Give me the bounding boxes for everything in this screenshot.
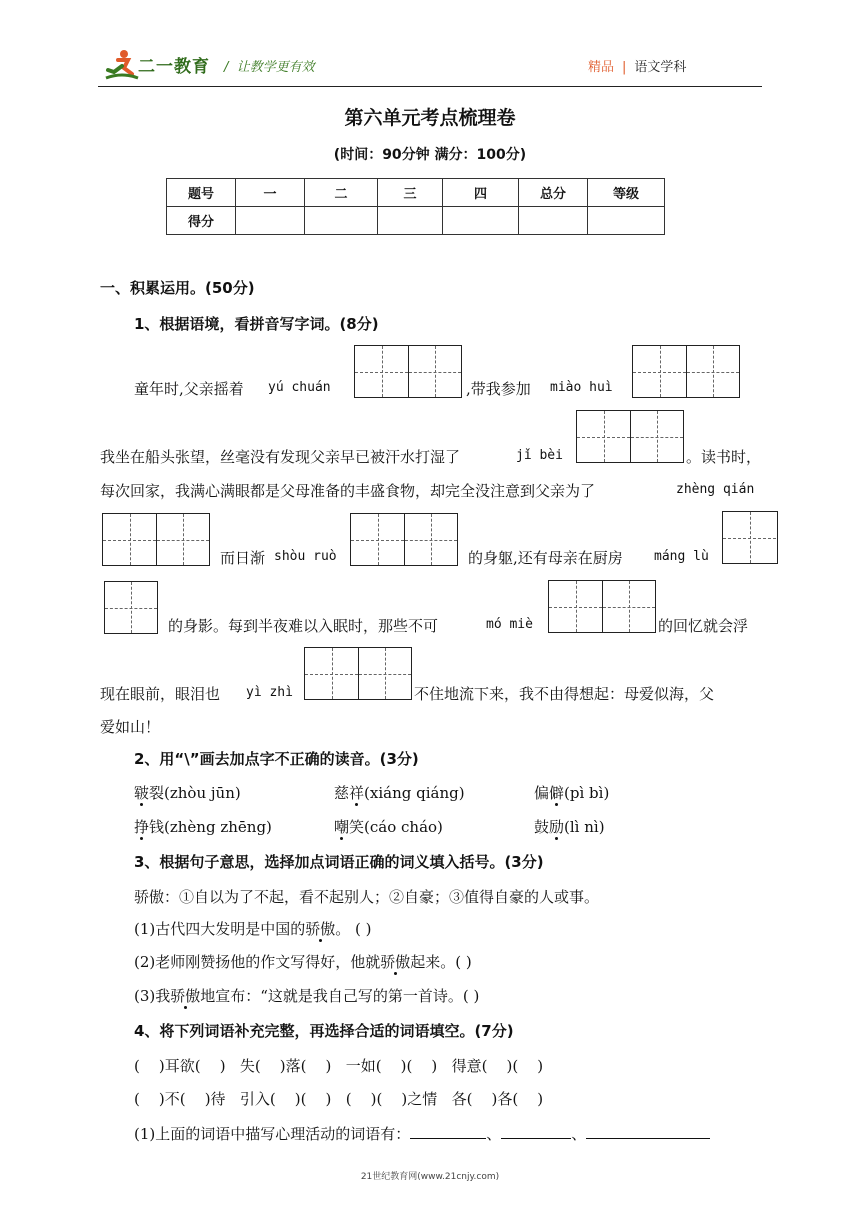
score-table: [166, 178, 665, 235]
passage-text: 童年时,父亲摇着: [134, 380, 244, 398]
score-row-label: 得分: [167, 207, 236, 235]
writing-grid[interactable]: [350, 513, 458, 566]
quality-label: 精品: [588, 60, 615, 75]
slogan: / 让教学更有效: [224, 60, 315, 75]
score-cell[interactable]: [588, 207, 665, 235]
score-header-row: [167, 179, 665, 207]
question-heading: 2、用“\”画去加点字不正确的读音。(3分): [134, 750, 419, 768]
section-heading: 一、积累运用。(50分): [100, 279, 255, 297]
writing-grid[interactable]: [102, 513, 210, 566]
answer-blank[interactable]: [501, 1124, 571, 1139]
passage-text: 不住地流下来，我不由得想起：母爱似海，父: [414, 685, 715, 703]
reading-item[interactable]: 嘲笑(cáo cháo): [334, 818, 443, 836]
score-cell[interactable]: [305, 207, 378, 235]
score-cell[interactable]: [236, 207, 305, 235]
reading-item[interactable]: 慈祥(xiáng qiáng): [334, 784, 465, 802]
reading-item[interactable]: 鼓励(lì nì): [534, 818, 605, 836]
writing-grid[interactable]: [354, 345, 462, 398]
pinyin-label: jǐ bèi: [516, 448, 563, 463]
pinyin-label: zhèng qián: [676, 482, 755, 497]
passage-text: 的身躯,还有母亲在厨房: [468, 549, 623, 567]
fill-blank-row[interactable]: ( )耳欲( ) 失( )落( ) 一如( )( ) 得意( )( ): [134, 1057, 544, 1075]
pinyin-label: yì zhì: [246, 685, 293, 700]
score-header-cell: 四: [443, 179, 519, 207]
passage-text: 我坐在船头张望，丝毫没有发现父亲早已被汗水打湿了: [100, 448, 461, 466]
sentence-item[interactable]: (3)我骄傲地宣布：“这就是我自己写的第一首诗。( ): [134, 987, 480, 1005]
sub-question: (1)上面的词语中描写心理活动的词语有： 、 、: [134, 1123, 710, 1144]
question-heading: 1、根据语境，看拼音写字词。(8分): [134, 315, 379, 333]
score-value-row: [167, 207, 665, 235]
passage-text: 而日渐: [220, 549, 266, 567]
question-heading: 3、根据句子意思，选择加点词语正确的词义填入括号。(3分): [134, 853, 544, 871]
runner-logo-icon: [104, 48, 140, 82]
page-title: 第六单元考点梳理卷: [344, 107, 516, 129]
pinyin-label: yú chuán: [268, 380, 331, 395]
score-header-cell: 题号: [167, 179, 236, 207]
score-header-cell: 二: [305, 179, 378, 207]
definition-text: 骄傲：①自以为了不起，看不起别人；②自豪；③值得自豪的人或事。: [134, 888, 600, 906]
passage-text: 每次回家，我满心满眼都是父母准备的丰盛食物，却完全没注意到父亲为了: [100, 482, 596, 500]
passage-text: 现在眼前，眼泪也: [100, 685, 221, 703]
answer-blank[interactable]: [410, 1124, 486, 1139]
writing-grid[interactable]: [304, 647, 412, 700]
sentence-item[interactable]: (2)老师刚赞扬他的作文写得好，他就骄傲起来。( ): [134, 953, 472, 971]
pinyin-label: mó miè: [486, 617, 533, 632]
sentence-item[interactable]: (1)古代四大发明是中国的骄傲。 ( ): [134, 920, 372, 938]
passage-text: 。读书时，: [686, 448, 762, 466]
score-header-cell: 三: [378, 179, 443, 207]
fill-blank-row[interactable]: ( )不( )待 引入( )( ) ( )( )之情 各( )各( ): [134, 1090, 544, 1108]
pinyin-label: máng lù: [654, 549, 709, 564]
score-header-cell: 总分: [519, 179, 588, 207]
writing-grid[interactable]: [104, 581, 158, 634]
page-subtitle: (时间：90分钟 满分：100分): [333, 147, 527, 163]
footer-text: 21世纪教育网(www.21cnjy.com): [360, 1172, 500, 1182]
subject-label: 语文学科: [634, 60, 687, 75]
question-heading: 4、将下列词语补充完整，再选择合适的词语填空。(7分): [134, 1022, 514, 1040]
score-cell[interactable]: [378, 207, 443, 235]
brand-label: 精品 | 语文学科: [588, 60, 687, 75]
logo-text: 二一教育: [138, 57, 210, 77]
passage-text: 的回忆就会浮: [658, 617, 749, 635]
passage-text: 爱如山！: [100, 718, 161, 736]
reading-item[interactable]: 偏僻(pì bì): [534, 784, 610, 802]
pinyin-label: shòu ruò: [274, 549, 337, 564]
score-header-cell: 等级: [588, 179, 665, 207]
header-divider: [98, 86, 762, 87]
reading-item[interactable]: 皲裂(zhòu jūn): [134, 784, 241, 802]
score-cell[interactable]: [519, 207, 588, 235]
writing-grid[interactable]: [576, 410, 684, 463]
pinyin-label: miào huì: [550, 380, 613, 395]
writing-grid[interactable]: [722, 511, 778, 564]
score-header-cell: 一: [236, 179, 305, 207]
writing-grid[interactable]: [548, 580, 656, 633]
writing-grid[interactable]: [632, 345, 740, 398]
passage-text: ,带我参加: [466, 380, 531, 398]
reading-item[interactable]: 挣钱(zhèng zhēng): [134, 818, 272, 836]
score-cell[interactable]: [443, 207, 519, 235]
answer-blank[interactable]: [586, 1124, 710, 1139]
passage-text: 的身影。每到半夜难以入眠时，那些不可: [168, 617, 439, 635]
